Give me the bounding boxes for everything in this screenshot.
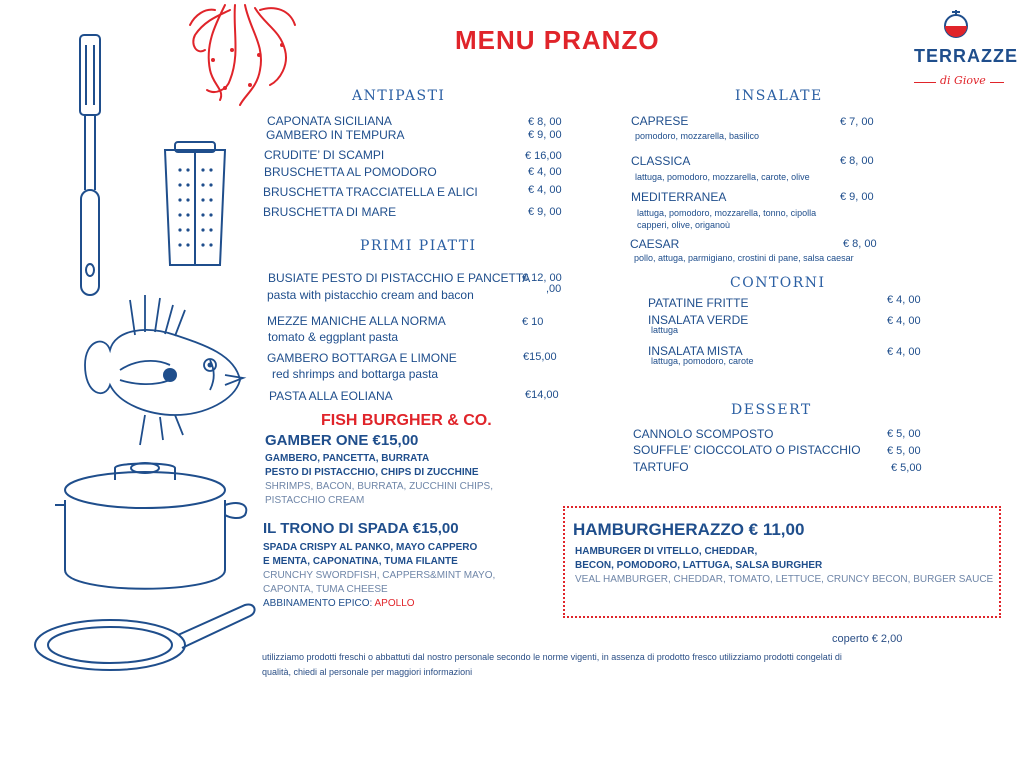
hamburgherazzo-ingredients: BECON, POMODORO, LATTUGA, SALSA BURGHER (575, 560, 823, 571)
hamburgherazzo-english: VEAL HAMBURGER, CHEDDAR, TOMATO, LETTUCE, CRUNCY BECON, BURGER SAUCE (575, 574, 994, 585)
logo (906, 8, 1018, 98)
insalate-desc: lattuga, pomodoro, mozzarella, carote, olive (635, 172, 810, 182)
primi-desc: pasta with pistacchio cream and bacon (267, 288, 474, 302)
page-title: MENU PRANZO (455, 25, 660, 55)
insalate-heading: INSALATE (735, 88, 823, 104)
insalate-desc: pomodoro, mozzarella, basilico (635, 131, 760, 141)
antipasti-price: € 8, 00 (528, 116, 562, 128)
primi-price: €14,00 (525, 389, 559, 401)
insalate-item: MEDITERRANEA (631, 190, 727, 204)
footer-line: qualità, chiedi al personale per maggiori informazioni (262, 667, 473, 677)
trono-spada-ingredients: E MENTA, CAPONATINA, TUMA FILANTE (263, 556, 458, 567)
antipasti-item: CRUDITE’ DI SCAMPI (264, 148, 385, 162)
trono-spada-title: IL TRONO DI SPADA €15,00 (263, 520, 459, 537)
octopus-illustration (185, 0, 305, 110)
contorni-price: € 4, 00 (887, 346, 921, 358)
insalate-price: € 8, 00 (840, 155, 874, 167)
trono-spada-ingredients: SPADA CRISPY AL PANKO, MAYO CAPPERO (263, 542, 478, 553)
pot-illustration (55, 460, 255, 605)
antipasti-item: GAMBERO IN TEMPURA (266, 128, 405, 142)
contorni-desc: lattuga, pomodoro, carote (651, 356, 754, 366)
trono-spada-english: CRUNCHY SWORDFISH, CAPPERS&MINT MAYO, (263, 570, 496, 581)
antipasti-item: BRUSCHETTA TRACCIATELLA E ALICI (263, 185, 478, 199)
primi-price: € 12, 00 (522, 272, 562, 284)
contorni-item: INSALATA MISTA (648, 344, 743, 358)
primi-heading: PRIMI PIATTI (360, 238, 477, 254)
trono-spada-pairing (263, 598, 415, 609)
burger-heading: FISH BURGHER & CO. (321, 412, 492, 429)
antipasti-price: € 4, 00 (528, 166, 562, 178)
grater-illustration (155, 140, 235, 275)
insalate-desc: pollo, attuga, parmigiano, crostini di pane, salsa caesar (634, 253, 854, 263)
antipasti-item: CAPONATA SICILIANA (267, 114, 392, 128)
antipasti-item: BRUSCHETTA DI MARE (263, 205, 397, 219)
footer-line: utilizziamo prodotti freschi o abbattuti dal nostro personale secondo le norme vigenti, in assenza di prodotto fresco utilizziamo prodotti congelati di (262, 652, 842, 662)
insalate-item: CLASSICA (631, 154, 691, 168)
pairing-label: ABBINAMENTO EPICO: (263, 598, 375, 609)
gamber-one-english: PISTACCHIO CREAM (265, 495, 365, 506)
primi-desc: red shrimps and bottarga pasta (272, 367, 439, 381)
contorni-item: INSALATA VERDE (648, 313, 749, 327)
gamber-one-ingredients: PESTO DI PISTACCHIO, CHIPS DI ZUCCHINE (265, 467, 479, 478)
primi-price: € 10 (522, 316, 544, 328)
insalate-price: € 9, 00 (840, 191, 874, 203)
footer-note (262, 650, 962, 680)
primi-item: GAMBERO BOTTARGA E LIMONE (267, 351, 457, 365)
logo-tagline: di Giove (936, 74, 990, 87)
pairing-value: APOLLO (374, 598, 415, 609)
contorni-desc: lattuga (651, 325, 679, 335)
insalate-item: CAESAR (630, 237, 680, 251)
logo-emblem-icon (942, 8, 970, 42)
contorni-price: € 4, 00 (887, 294, 921, 306)
dessert-price: € 5, 00 (887, 445, 921, 457)
gamber-one-title: GAMBER ONE €15,00 (265, 432, 419, 449)
insalate-desc: capperi, olive, origanoù (637, 220, 731, 230)
john-dory-fish-illustration (75, 290, 250, 450)
antipasti-heading: ANTIPASTI (352, 88, 446, 104)
hamburgherazzo-ingredients: HAMBURGER DI VITELLO, CHEDDAR, (575, 546, 758, 557)
insalate-price: € 8, 00 (843, 238, 877, 250)
dessert-heading: DESSERT (731, 402, 812, 418)
antipasti-price: € 4, 00 (528, 184, 562, 196)
dessert-price: € 5, 00 (887, 428, 921, 440)
dessert-item: SOUFFLE’ CIOCCOLATO O PISTACCHIO (633, 443, 861, 457)
antipasti-price: € 16,00 (525, 150, 562, 162)
dessert-item: CANNOLO SCOMPOSTO (633, 427, 774, 441)
antipasti-price: € 9, 00 (528, 206, 562, 218)
spatula-illustration (70, 30, 110, 300)
contorni-price: € 4, 00 (887, 315, 921, 327)
primi-desc: tomato & eggplant pasta (268, 330, 399, 344)
primi-price: €15,00 (523, 351, 557, 363)
contorni-heading: CONTORNI (730, 275, 826, 291)
contorni-item: PATATINE FRITTE (648, 296, 749, 310)
logo-name: TERRAZZE (914, 46, 1018, 66)
insalate-item: CAPRESE (631, 114, 689, 128)
dessert-price: € 5,00 (891, 462, 922, 474)
antipasti-price: € 9, 00 (528, 129, 562, 141)
antipasti-item: BRUSCHETTA AL POMODORO (264, 165, 437, 179)
hamburgherazzo-title: HAMBURGHERAZZO € 11,00 (573, 520, 805, 539)
gamber-one-ingredients: GAMBERO, PANCETTA, BURRATA (265, 453, 430, 464)
primi-price-cont: ,00 (546, 283, 562, 295)
primi-item: BUSIATE PESTO DI PISTACCHIO E PANCETTA (268, 271, 531, 285)
trono-spada-english: CAPONTA, TUMA CHEESE (263, 584, 388, 595)
coperto: coperto € 2,00 (832, 633, 903, 645)
frying-pan-illustration (30, 590, 260, 680)
primi-item: PASTA ALLA EOLIANA (269, 389, 393, 403)
gamber-one-english: SHRIMPS, BACON, BURRATA, ZUCCHINI CHIPS, (265, 481, 493, 492)
insalate-price: € 7, 00 (840, 116, 874, 128)
insalate-desc: lattuga, pomodoro, mozzarella, tonno, cipolla (637, 208, 817, 218)
primi-item: MEZZE MANICHE ALLA NORMA (267, 314, 446, 328)
dessert-item: TARTUFO (633, 460, 689, 474)
